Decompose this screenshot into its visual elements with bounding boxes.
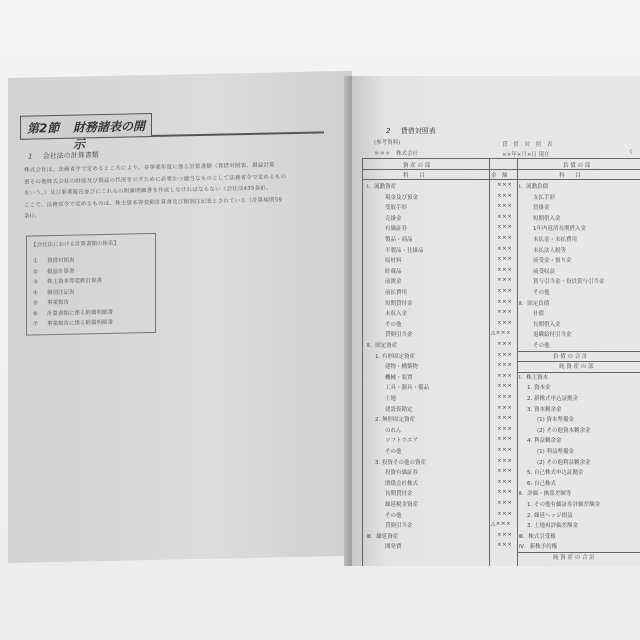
system-box-list [33,255,113,330]
asset-row-amount: ××× [497,478,513,485]
item-number: ③ [33,279,38,286]
liability-row-label: 1年内返済長期借入金 [533,226,586,233]
table-divider [489,159,490,566]
asset-row-label: 投資有価証券 [385,470,419,477]
asset-row-label: Ⅰ．流動資産 [367,184,397,190]
asset-row-amount: ××× [497,372,513,379]
asset-row-label: 製品・商品 [385,237,413,243]
asset-row-amount: ××× [497,298,513,305]
paragraph-line: をいう。）及び事業報告並びにこれらの附属明細書を作成しなければならない（会社法435条Ⅱ）。 [24,185,272,197]
asset-row-amount: ××× [497,277,513,284]
table-rule [363,169,640,170]
system-box-title: 【会社法における計算書類の体系】 [31,240,120,249]
asset-row-amount: ××× [497,500,513,506]
item-number: ① [33,258,38,265]
liability-row-label: 未払法人税等 [533,247,567,254]
liability-row-label: 前受金・預り金 [533,258,572,265]
asset-row-label: Ⅲ．繰延資産 [367,533,399,540]
asset-row-amount: ××× [497,447,513,453]
item-number: ④ [33,289,38,296]
equity-total: 純 資 産 の 合 計 [553,555,595,561]
section-heading [28,150,99,161]
amount-column-header: 金 額 [491,173,508,179]
liability-row-label: 賞与引当金・役員賞与引当金 [533,279,605,286]
asset-row-amount: ××× [497,319,513,326]
liabilities-item-header: 科 目 [559,173,582,179]
asset-row-label: 工具・器具・備品 [385,385,430,392]
asset-row-amount: ××× [497,510,513,517]
liability-row-label: その他 [533,290,550,296]
asset-row-amount: ××× [497,245,513,252]
equity-row-label: (2) その他利益剰余金 [537,459,591,466]
asset-row-amount: △××× [491,330,512,337]
asset-row-label: 売掛金 [385,215,402,222]
unit-label: ( [630,149,633,155]
paragraph-line: 株式会社は、法務省令で定めるところにより、各事業年度に係る計算書類（貸借対照表、損益計算 [24,162,275,174]
equity-row-label: 4. 利益剰余金 [527,438,562,445]
asset-row-label: 長期貸付金 [385,491,413,498]
left-page [8,71,352,563]
equity-row-label: 1. 資本金 [527,385,551,392]
asset-row-amount: ××× [497,341,513,347]
item-label: 損益計算書 [47,268,75,275]
section-heading-right [386,126,436,136]
system-box-item [33,318,113,330]
asset-row-amount: ××× [497,468,513,475]
asset-row-label: 貸倒引当金 [385,332,413,339]
item-number: ② [33,268,38,275]
equity-row-label: Ⅳ．新株予約権 [519,544,558,551]
equity-row-label: 2. 新株式申込証拠金 [527,396,578,402]
item-label: 事業報告 [47,299,70,307]
asset-row-amount: ××× [497,362,513,369]
asset-row-label: 貸倒引当金 [385,523,413,530]
asset-row-amount: ××× [497,256,513,263]
asset-row-label: 開発費 [385,544,402,551]
asset-row-amount: ××× [497,203,513,210]
asset-row-label: 貯蔵品 [385,268,402,275]
item-label: 貸借対照表 [47,257,75,265]
table-rule [363,179,640,180]
equity-row-label: 1. その他有価証券評価差額金 [527,502,600,508]
equity-row-label: 6. 自己株式 [527,480,556,487]
equity-row-label: 5. 自己株式申込証拠金 [527,470,584,477]
asset-row-amount: ××× [497,394,513,400]
paragraph-line: 条Ⅰ）。 [24,213,41,220]
body-paragraph [24,159,334,223]
asset-row-label: 前渡金 [385,279,402,286]
asset-row-amount: ××× [497,288,513,294]
section-number: 1 [28,152,33,161]
equity-row-label: Ⅲ．株式引受権 [519,533,556,540]
asset-row-label: 未収入金 [385,311,408,318]
asset-row-label: 土地 [385,396,397,402]
asset-row-amount: ××× [497,182,513,188]
asset-row-label: 関係会社株式 [385,480,419,487]
asset-row-label: 2. 無形固定資産 [375,417,415,424]
company-name: ＊＊＊ 株式会社 [374,151,419,157]
asset-row-label: 有価証券 [385,226,408,233]
asset-row-label: 現金及び預金 [385,194,419,201]
asset-row-amount: ××× [497,266,513,273]
asset-row-label: 短期貸付金 [385,300,413,307]
assets-header: 資 産 の 部 [403,163,431,169]
asset-row-label: 繰延税金資産 [385,502,419,508]
chapter-box [20,113,152,152]
balance-sheet-table [362,158,640,566]
equity-row-label: 3. 土地再評価差額金 [527,523,578,530]
asset-row-label: その他 [385,321,402,328]
equity-header: 純 資 産 の 部 [559,364,594,371]
liability-row-label: 前受収益 [533,268,556,275]
section-title-right: 貸借対照表 [400,127,436,135]
system-box [26,233,156,336]
equity-row-label: (1) 利益準備金 [537,449,575,455]
equity-row-label: (1) 資本準備金 [537,417,575,424]
liability-row-label: その他 [533,343,550,349]
asset-row-amount: ××× [497,489,513,496]
liabilities-header: 負 債 の 部 [563,163,591,169]
asset-row-label: のれん [385,427,402,434]
chapter-title: 財務諸表の開示 [73,119,146,152]
liability-row-label: 支払手形 [533,194,556,201]
asset-row-amount: ××× [497,404,513,411]
equity-row-label: Ⅱ．評価・換算差額等 [519,491,572,498]
chapter-heading [20,109,324,152]
asset-row-amount: ××× [497,542,513,549]
asset-row-label: 3. 投資その他の資産 [375,459,426,466]
liability-row-label: 買掛金 [533,205,550,212]
paragraph-line: ここで、法務省令で定めるものは、株主資本等変動計算書及び個別注記表とされている（計算規則59 [24,196,283,209]
liability-row-label: Ⅱ．固定負債 [519,300,550,307]
paragraph-line: 書その他株式会社の財産及び損益の状況を示すために必要かつ適当なものとして法務省令で定めるもの [24,173,287,186]
asset-row-label: 建物・構築物 [385,364,419,371]
asset-row-amount: ××× [497,309,513,316]
asset-row-label: 1. 有形固定資産 [375,353,415,360]
item-label: 計算書類に係る附属明細書 [47,309,114,317]
asset-row-label: Ⅱ．固定資産 [367,343,398,349]
liability-row-label: Ⅰ．流動負債 [519,184,549,190]
liability-row-label: 長期借入金 [533,321,561,328]
asset-row-amount: ××× [497,457,513,464]
asset-row-amount: ××× [497,531,513,538]
asset-row-amount: ××× [497,192,513,199]
liabilities-total: 負 債 の 合 計 [553,353,588,360]
asset-row-amount: ××× [497,351,513,358]
asset-row-amount: ××× [497,213,513,220]
asset-row-label: 建設仮勘定 [385,406,413,413]
asset-row-label: その他 [385,449,402,455]
asset-row-label: 原材料 [385,258,402,265]
item-label: 個別注記表 [47,289,75,296]
liability-row-label: 未払金・未払費用 [533,237,578,243]
liability-row-label: 社債 [533,311,545,318]
asset-row-label: 受取手形 [385,205,408,212]
right-page [352,76,640,566]
statement-title: 貸 借 対 照 表 [502,142,555,148]
liability-row-label: 退職給付引当金 [533,332,572,339]
chapter-number: 第2節 [27,120,60,136]
asset-row-amount: ××× [497,436,513,443]
table-divider [517,159,518,566]
item-number: ⑦ [33,321,38,328]
equity-row-label: 3. 資本剰余金 [527,406,562,413]
item-column-header: 科 目 [403,173,426,179]
asset-row-amount: ××× [497,383,513,390]
asset-row-label: その他 [385,512,402,519]
asset-row-amount: ××× [497,415,513,422]
asset-row-amount: ××× [497,224,513,231]
equity-row-label: Ⅰ．株主資本 [519,374,549,381]
section-number-right: 2 [386,127,391,135]
equity-row-label: (2) その他資本剰余金 [537,427,591,434]
item-label: 事業報告に係る附属明細書 [47,319,114,328]
equity-row-label: 2. 繰延ヘッジ損益 [527,512,573,519]
item-label: 株主資本等変動計算書 [47,278,103,286]
statement-date: ××年×月×日 現在 [502,152,550,158]
asset-row-amount: ××× [497,235,513,241]
asset-row-label: ソフトウエア [385,438,419,445]
asset-row-amount: ××× [497,425,513,432]
liability-row-label: 短期借入金 [533,215,561,222]
asset-row-label: 前払費用 [385,290,408,296]
asset-row-amount: △××× [491,521,512,528]
item-number: ⑥ [33,310,38,317]
item-number: ⑤ [33,300,38,307]
section-title: 会社法の計算書類 [42,151,99,161]
reference-label: (参考資料) [374,140,401,146]
asset-row-label: 機械・装置 [385,374,413,381]
asset-row-label: 半製品・仕掛品 [385,247,424,254]
